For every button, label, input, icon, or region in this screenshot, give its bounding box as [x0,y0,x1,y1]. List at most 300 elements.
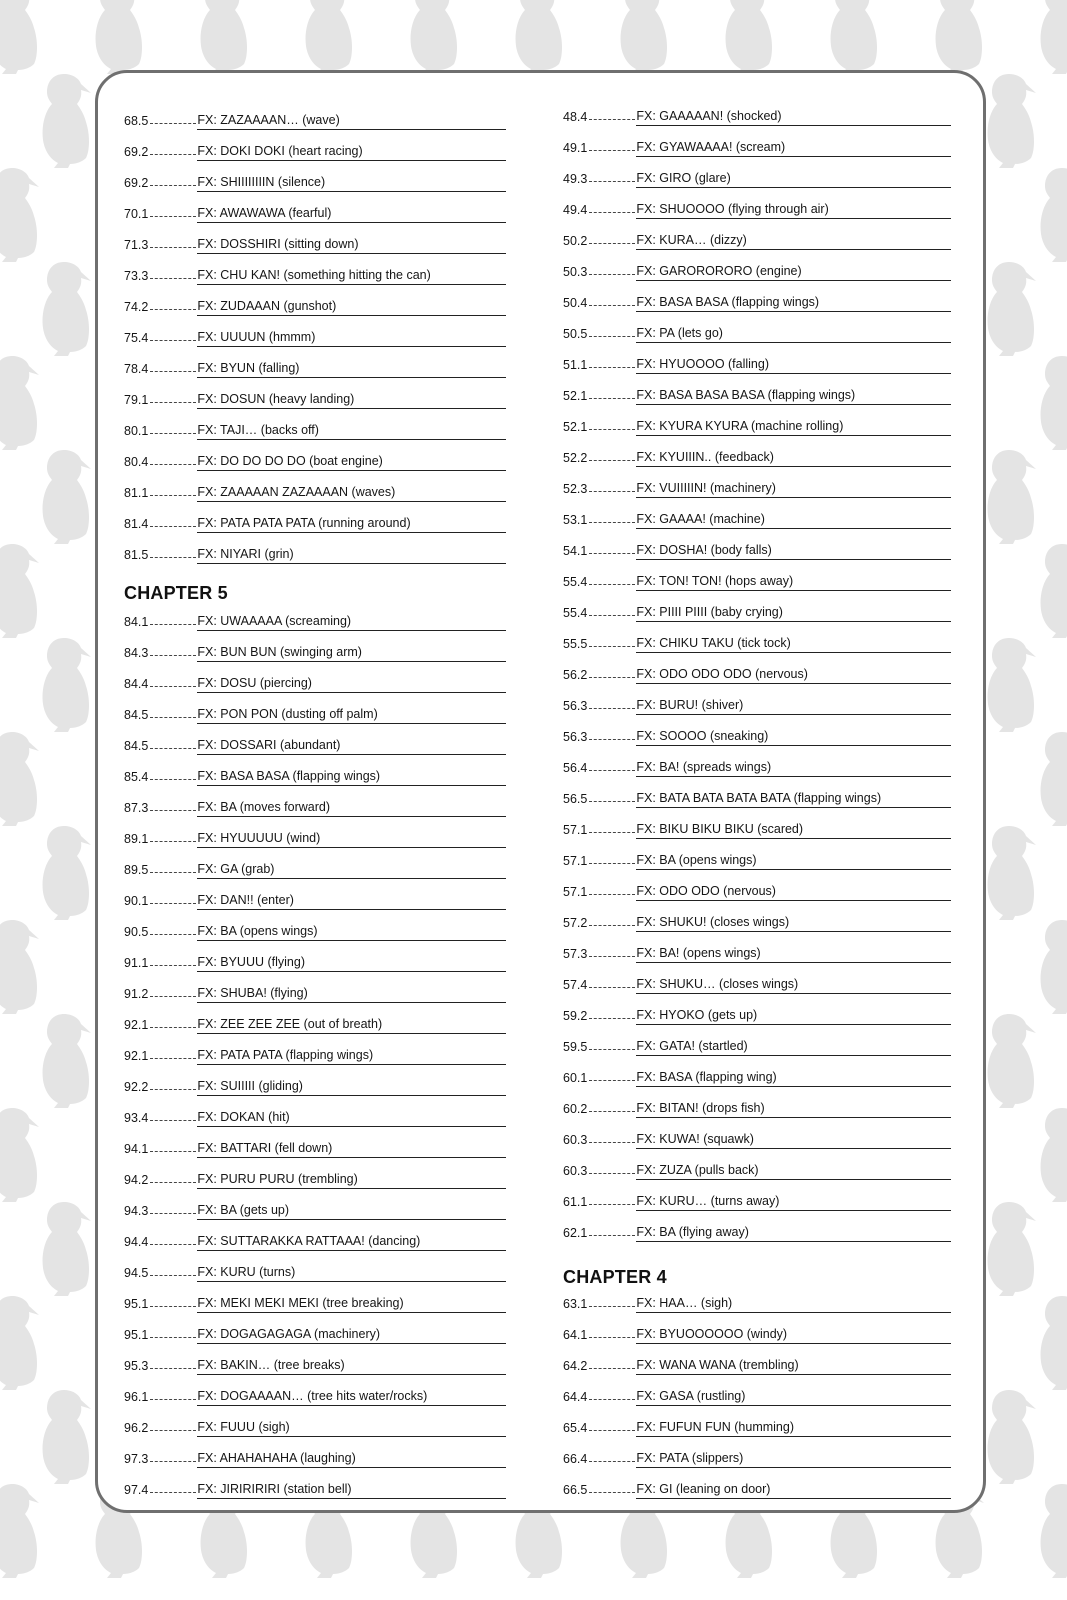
page-number: 55.5 [563,637,588,651]
fx-translation: FX: BA! (opens wings) [636,946,951,963]
fx-translation: FX: BURU! (shiver) [636,698,951,715]
dotted-leader [589,1305,635,1307]
page-number: 57.3 [563,947,588,961]
fx-entry [563,808,951,839]
right-column [563,73,951,1499]
fx-translation: FX: HYUOOOO (falling) [636,357,951,374]
page-number: 55.4 [563,575,588,589]
fx-translation: FX: MEKI MEKI MEKI (tree breaking) [197,1296,506,1313]
fx-entry [563,374,951,405]
fx-entry [124,502,506,533]
page-number: 52.1 [563,389,588,403]
fx-translation: FX: BASA (flapping wing) [636,1070,951,1087]
fx-entry [124,254,506,285]
dotted-leader [150,525,196,527]
fx-entry [563,1149,951,1180]
fx-translation: FX: PIIII PIIII (baby crying) [636,605,951,622]
fx-translation: FX: DOSHA! (body falls) [636,543,951,560]
fx-translation: FX: BUN BUN (swinging arm) [197,645,506,662]
dotted-leader [150,277,196,279]
page-number: 81.1 [124,486,149,500]
chapter-heading: CHAPTER 4 [563,1267,667,1287]
dotted-leader [589,645,635,647]
fx-translation: FX: PURU PURU (trembling) [197,1172,506,1189]
fx-translation: FX: BA (flying away) [636,1225,951,1242]
dotted-leader [150,1181,196,1183]
page-number: 52.2 [563,451,588,465]
penguin-silhouette-icon [201,0,249,74]
page-number: 60.2 [563,1102,588,1116]
dotted-leader [150,747,196,749]
penguin-silhouette-icon [1041,0,1067,74]
penguin-silhouette-icon [43,638,91,732]
penguin-silhouette-icon [988,262,1036,356]
dotted-leader [150,1460,196,1462]
fx-entry [124,972,506,1003]
dotted-leader [589,459,635,461]
dotted-leader [150,246,196,248]
dotted-leader [589,1429,635,1431]
dotted-leader [150,463,196,465]
fx-translation: FX: WANA WANA (trembling) [636,1358,951,1375]
dotted-leader [589,1017,635,1019]
penguin-silhouette-icon [988,638,1036,732]
fx-translation: FX: BASA BASA BASA (flapping wings) [636,388,951,405]
fx-translation: FX: HYOKO (gets up) [636,1008,951,1025]
page-number: 80.4 [124,455,149,469]
fx-entry [124,409,506,440]
page-number: 60.3 [563,1133,588,1147]
page-number: 84.5 [124,739,149,753]
dotted-leader [589,676,635,678]
penguin-silhouette-icon [1041,544,1067,638]
dotted-leader [589,1398,635,1400]
fx-translation: FX: GI (leaning on door) [636,1482,951,1499]
fx-translation: FX: BYUOOOOOO (windy) [636,1327,951,1344]
page-number: 66.4 [563,1452,588,1466]
right-entry-list [563,95,951,1242]
dotted-leader [150,215,196,217]
fx-entry [124,662,506,693]
dotted-leader [150,871,196,873]
fx-entry [563,405,951,436]
dotted-leader [589,831,635,833]
dotted-leader [150,840,196,842]
fx-entry [124,1251,506,1282]
page-number: 59.2 [563,1009,588,1023]
dotted-leader [150,623,196,625]
page-number: 60.3 [563,1164,588,1178]
page-number: 61.1 [563,1195,588,1209]
penguin-silhouette-icon [1041,1108,1067,1202]
page-number: 65.4 [563,1421,588,1435]
page-number: 81.5 [124,548,149,562]
fx-translation: FX: TON! TON! (hops away) [636,574,951,591]
fx-entry [563,219,951,250]
dotted-leader [150,1057,196,1059]
page-number: 64.1 [563,1328,588,1342]
fx-entry [563,250,951,281]
page-number: 73.3 [124,269,149,283]
dotted-leader [589,211,635,213]
fx-entry [563,343,951,374]
page-number: 80.1 [124,424,149,438]
dotted-leader [589,118,635,120]
fx-entry [563,684,951,715]
page-number: 89.1 [124,832,149,846]
fx-translation: FX: HAA… (sigh) [636,1296,951,1313]
penguin-silhouette-icon [43,74,91,168]
fx-entry [124,471,506,502]
dotted-leader [589,614,635,616]
dotted-leader [150,1243,196,1245]
page-number: 95.3 [124,1359,149,1373]
penguin-silhouette-icon [621,0,669,74]
dotted-leader [150,716,196,718]
fx-entry [563,1406,951,1437]
penguin-silhouette-icon [411,0,459,74]
dotted-leader [150,809,196,811]
page-number: 75.4 [124,331,149,345]
dotted-leader [150,184,196,186]
fx-entry [124,910,506,941]
page-number: 52.1 [563,420,588,434]
fx-translation: FX: DOGAGAGAGA (machinery) [197,1327,506,1344]
fx-entry [563,963,951,994]
dotted-leader [589,335,635,337]
fx-translation: FX: DAN!! (enter) [197,893,506,910]
left-entry-list-chapter [124,600,506,1499]
page-number: 69.2 [124,145,149,159]
fx-translation: FX: GIRO (glare) [636,171,951,188]
page-number: 48.4 [563,110,588,124]
penguin-silhouette-icon [43,450,91,544]
dotted-leader [589,955,635,957]
page-number: 54.1 [563,544,588,558]
fx-entry [124,1313,506,1344]
fx-translation: FX: ODO ODO ODO (nervous) [636,667,951,684]
penguin-silhouette-icon [0,920,39,1014]
fx-entry [563,95,951,126]
fx-entry [563,188,951,219]
page-number: 94.5 [124,1266,149,1280]
fx-translation: FX: BA! (spreads wings) [636,760,951,777]
fx-translation: FX: AWAWAWA (fearful) [197,206,506,223]
page-number: 95.1 [124,1297,149,1311]
fx-entry [124,1158,506,1189]
fx-entry [563,1180,951,1211]
fx-entry [563,157,951,188]
page-number: 93.4 [124,1111,149,1125]
fx-entry [124,724,506,755]
fx-entry [563,498,951,529]
dotted-leader [150,1274,196,1276]
page-number: 51.1 [563,358,588,372]
fx-entry [563,622,951,653]
dotted-leader [150,153,196,155]
fx-translation: FX: DOKAN (hit) [197,1110,506,1127]
fx-entry [563,777,951,808]
dotted-leader [589,273,635,275]
fx-entry [563,715,951,746]
page-number: 49.4 [563,203,588,217]
dotted-leader [589,1110,635,1112]
fx-entry [563,312,951,343]
page-number: 92.1 [124,1018,149,1032]
fx-entry [563,467,951,498]
fx-translation: FX: FUUU (sigh) [197,1420,506,1437]
page-number: 92.2 [124,1080,149,1094]
fx-translation: FX: PATA PATA PATA (running around) [197,516,506,533]
fx-translation: FX: BATA BATA BATA BATA (flapping wings) [636,791,951,808]
page-number: 66.5 [563,1483,588,1497]
dotted-leader [589,366,635,368]
dotted-leader [150,1212,196,1214]
fx-translation: FX: KURA… (dizzy) [636,233,951,250]
fx-translation: FX: SUIIIII (gliding) [197,1079,506,1096]
page-number: 89.5 [124,863,149,877]
dotted-leader [589,1203,635,1205]
dotted-leader [589,180,635,182]
fx-entry [563,1468,951,1499]
fx-entry [124,1003,506,1034]
fx-entry [563,560,951,591]
dotted-leader [589,1367,635,1369]
penguin-silhouette-icon [0,1484,39,1578]
page-number: 59.5 [563,1040,588,1054]
fx-entry [563,529,951,560]
dotted-leader [589,986,635,988]
fx-entry [124,1220,506,1251]
penguin-silhouette-icon [726,0,774,74]
fx-translation: FX: DOGAAAAN… (tree hits water/rocks) [197,1389,506,1406]
page-number: 84.1 [124,615,149,629]
penguin-silhouette-icon [0,1296,39,1390]
fx-entry [124,161,506,192]
penguin-silhouette-icon [516,0,564,74]
penguin-silhouette-icon [1041,1484,1067,1578]
dotted-leader [150,1088,196,1090]
dotted-leader [150,1150,196,1152]
penguin-silhouette-icon [0,356,39,450]
fx-translation: FX: KURU (turns) [197,1265,506,1282]
fx-entry [124,285,506,316]
penguin-silhouette-icon [43,1014,91,1108]
page-number: 57.4 [563,978,588,992]
fx-translation: FX: DOSSHIRI (sitting down) [197,237,506,254]
page-number: 79.1 [124,393,149,407]
dotted-leader [150,308,196,310]
fx-entry [563,1344,951,1375]
fx-translation: FX: VUIIIIIN! (machinery) [636,481,951,498]
dotted-leader [589,397,635,399]
dotted-leader [150,1429,196,1431]
fx-translation: FX: GAAAA! (machine) [636,512,951,529]
fx-entry [124,130,506,161]
fx-entry [563,870,951,901]
dotted-leader [150,1398,196,1400]
fx-translation: FX: BYUN (falling) [197,361,506,378]
penguin-silhouette-icon [43,1390,91,1484]
dotted-leader [589,800,635,802]
fx-translation: FX: ZUDAAAN (gunshot) [197,299,506,316]
penguin-silhouette-icon [1041,732,1067,826]
dotted-leader [589,1336,635,1338]
fx-entry [563,126,951,157]
fx-entry [563,1056,951,1087]
penguin-silhouette-icon [306,0,354,74]
page-number: 78.4 [124,362,149,376]
left-column [124,73,506,1499]
fx-translation: FX: FUFUN FUN (humming) [636,1420,951,1437]
page-number: 56.4 [563,761,588,775]
fx-entry [124,1096,506,1127]
penguin-silhouette-icon [1041,168,1067,262]
fx-entry [124,378,506,409]
fx-entry [124,600,506,631]
page-number: 95.1 [124,1328,149,1342]
fx-translation: FX: KURU… (turns away) [636,1194,951,1211]
penguin-silhouette-icon [0,1108,39,1202]
page-number: 63.1 [563,1297,588,1311]
page-number: 85.4 [124,770,149,784]
fx-translation: FX: GATA! (startled) [636,1039,951,1056]
fx-entry [124,347,506,378]
fx-translation: FX: GYAWAAAA! (scream) [636,140,951,157]
page-number: 50.5 [563,327,588,341]
fx-translation: FX: AHAHAHAHA (laughing) [197,1451,506,1468]
fx-translation: FX: BITAN! (drops fish) [636,1101,951,1118]
penguin-silhouette-icon [988,1390,1036,1484]
fx-entry [563,1025,951,1056]
dotted-leader [150,1305,196,1307]
page-number: 53.1 [563,513,588,527]
page-number: 71.3 [124,238,149,252]
dotted-leader [150,556,196,558]
dotted-leader [589,1172,635,1174]
fx-entry [124,755,506,786]
dotted-leader [150,1336,196,1338]
dotted-leader [150,902,196,904]
page-number: 56.5 [563,792,588,806]
fx-translation: FX: ZEE ZEE ZEE (out of breath) [197,1017,506,1034]
fx-entry [124,1127,506,1158]
fx-translation: FX: GARORORORO (engine) [636,264,951,281]
penguin-silhouette-icon [43,1202,91,1296]
dotted-leader [589,552,635,554]
penguin-silhouette-icon [0,0,39,74]
page-number: 94.1 [124,1142,149,1156]
penguin-silhouette-icon [43,826,91,920]
fx-translation: FX: PA (lets go) [636,326,951,343]
fx-translation: FX: SHIIIIIIIIN (silence) [197,175,506,192]
page-number: 81.4 [124,517,149,531]
fx-translation: FX: CHU KAN! (something hitting the can) [197,268,506,285]
page-number: 49.1 [563,141,588,155]
fx-translation: FX: SHUOOOO (flying through air) [636,202,951,219]
dotted-leader [150,370,196,372]
page-number: 84.5 [124,708,149,722]
fx-entry [124,1468,506,1499]
dotted-leader [589,1491,635,1493]
fx-translation: FX: BA (gets up) [197,1203,506,1220]
page-number: 57.1 [563,823,588,837]
fx-translation: FX: BA (moves forward) [197,800,506,817]
fx-translation: FX: SHUBA! (flying) [197,986,506,1003]
dotted-leader [150,122,196,124]
page-number: 55.4 [563,606,588,620]
page-number: 96.1 [124,1390,149,1404]
fx-translation: FX: KUWA! (squawk) [636,1132,951,1149]
dotted-leader [589,1141,635,1143]
dotted-leader [150,995,196,997]
page-number: 91.1 [124,956,149,970]
page-number: 56.3 [563,699,588,713]
left-entry-list [124,99,506,564]
fx-translation: FX: UWAAAAA (screaming) [197,614,506,631]
fx-translation: FX: SOOOO (sneaking) [636,729,951,746]
dotted-leader [150,1026,196,1028]
fx-translation: FX: SHUKU… (closes wings) [636,977,951,994]
page-number: 56.2 [563,668,588,682]
page-number: 94.3 [124,1204,149,1218]
fx-entry [124,941,506,972]
fx-translation: FX: PATA (slippers) [636,1451,951,1468]
page-number: 84.3 [124,646,149,660]
page-number: 57.1 [563,885,588,899]
dotted-leader [150,685,196,687]
fx-glossary-panel [95,70,986,1513]
penguin-silhouette-icon [936,0,984,74]
penguin-silhouette-icon [96,0,144,74]
dotted-leader [150,778,196,780]
penguin-silhouette-icon [1041,1296,1067,1390]
dotted-leader [589,428,635,430]
fx-translation: FX: BASA BASA (flapping wings) [636,295,951,312]
page-number: 87.3 [124,801,149,815]
dotted-leader [589,924,635,926]
fx-entry [124,192,506,223]
fx-entry [124,533,506,564]
fx-translation: FX: BA (opens wings) [636,853,951,870]
fx-entry [563,1437,951,1468]
fx-entry [124,99,506,130]
fx-entry [563,932,951,963]
dotted-leader [150,654,196,656]
fx-entry [563,1118,951,1149]
fx-entry [124,631,506,662]
fx-entry [124,786,506,817]
dotted-leader [589,1460,635,1462]
fx-translation: FX: DOSU (piercing) [197,676,506,693]
fx-translation: FX: DOSUN (heavy landing) [197,392,506,409]
dotted-leader [150,1367,196,1369]
page-number: 84.4 [124,677,149,691]
fx-entry [124,817,506,848]
fx-entry [124,693,506,724]
fx-translation: FX: BASA BASA (flapping wings) [197,769,506,786]
page-number: 90.5 [124,925,149,939]
page-number: 50.4 [563,296,588,310]
fx-translation: FX: GAAAAAN! (shocked) [636,109,951,126]
fx-translation: FX: PATA PATA (flapping wings) [197,1048,506,1065]
page-number: 97.3 [124,1452,149,1466]
fx-entry [124,879,506,910]
page-number: 50.3 [563,265,588,279]
right-entry-list-chapter [563,1282,951,1499]
fx-entry [124,1282,506,1313]
page-number: 97.4 [124,1483,149,1497]
